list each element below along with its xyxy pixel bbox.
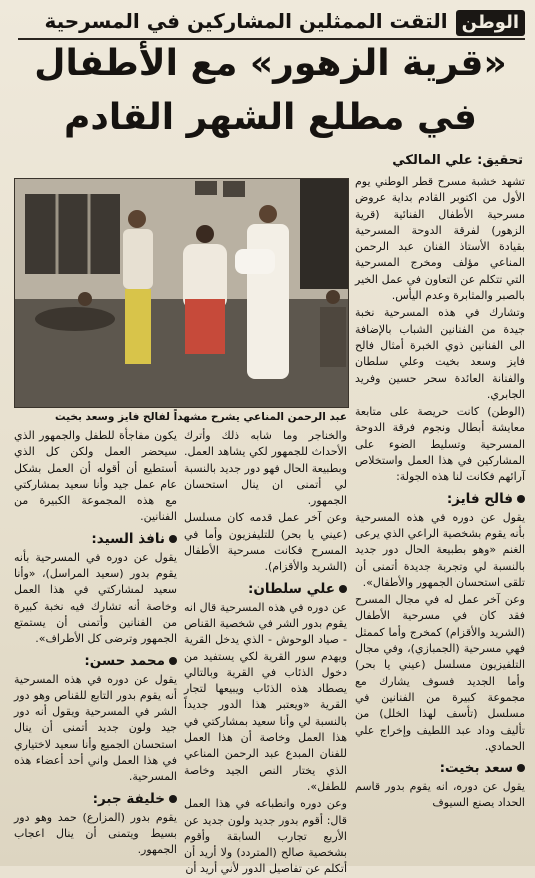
article-paragraph: يقول عن دوره، انه يقوم بدور قاسم الحداد يصنع السيوف [355,780,525,810]
article-paragraph: وعن آخر عمل له في مجال المسرح فقد كان في مسرحية الأطفال (الشريد والأقزام) كمخرج وأما كممثل فهي مسرحية (الجمبازي)، وفي مجال التلفيزيون مسلسل (عيني يا بحر) وأما الجديد فسوف يشارك مع مجموعة كبيرة من الفنانين في مسلسل (تأسف لهذا الخلل) من تأليف وداد عبد اللطيف وإخراج علي الحمادي. [355,593,525,753]
article-paragraph: عن دوره في هذه المسرحية قال انه يقوم بدور الشر في شخصية القناص - صياد الوحوش - الذي يدخل القرية ويهدم سور القرية لكي يستفيد من دخول الذئاب في القرية وبالتالي يصطاد هذه الذئاب ويبيعها لتجار القرية «ويعتبر هذا الدور جديداً بالنسبة لي وأنا سعيد بمشاركتي في هذا العمل وخاصة أن هذا العمل للفنان المبدع عبد الرحمن المناعي الذي يختار النص الجيد وخاصة للطفل». [184,600,347,793]
article-paragraph: وتشارك في هذه المسرحية نخبة جيدة من الفنانين الشباب بالإضافة الى الفنانين ذوي الخبرة أمثال فالح فايز وسعد بخيت وعلي سلطان والفنانة العائدة سحر حسين وفريد الجابري. [355,306,525,401]
article-paragraph: يقول عن دوره في هذه المسرحية أنه يقوم بدور التابع للقناص وهو دور الشر في المسرحية ويقول أنه دور جيد ولون جديد أتمنى أن ينال استحسان الجميع وأنا سعيد لاختياري في هذا العمل واني أحد أعضاء هذه المسرحية. [14,672,177,784]
article-paragraph: وعن دوره وانطباعه في هذا العمل قال: أقوم بدور جديد ولون جديد عن الأربع تجارب السابقة وأقوم بشخصية صالح (المتردد) ولا أريد أن أتكلم عن تفاصيل الدور لأني أريد أن [184,797,347,876]
bullet-icon [517,495,525,503]
article-paragraph: تشهد خشبة مسرح قطر الوطني يوم الأول من اكتوبر القادم بداية عروض مسرحية الأطفال الفنائية (قرية الزهور) لفرقة الدوحة المسرحية بقيادة الأستاذ الفنان عبد الرحمن المناعي مؤلف ومخرج المسرحية التي تتكلم عن التعاون في عمل الخير بالصبر والمثابرة وعدم اليأس. [355,175,525,303]
kicker-line [36,6,525,36]
interviewee-subheading [14,530,177,549]
interviewee-subheading [14,652,177,671]
byline: تحقيق: علي المالكي [392,153,523,168]
headline-line-2: في مطلع الشهر القادم [63,97,478,138]
article-paragraph: والخناجر وما شابه ذلك وأترك الأحداث للجمهور لكي يشاهد العمل. وبطبيعة الحال فهو دور جديد بالنسبة لي أتمنى ان ينال استحسان الجمهور. [184,429,347,508]
interviewee-subheading [355,490,525,509]
article-paragraph: يقول عن دوره في المسرحية بأنه يقوم بدور (سعيد المراسل)، «وأنا سعيد لمشاركتي في هذا العمل وخاصة أنه تشارك فيه نخبة كبيرة من الفنانين وأتمنى أن يستمتع الجمهور وترضى كل الأطراف». [14,550,177,646]
photo-illustration [15,179,348,407]
bullet-icon [169,795,177,803]
bullet-icon [517,764,525,772]
interviewee-subheading [14,790,177,809]
article-column-left [14,428,177,862]
top-rule [18,38,525,40]
subheading-text: نافذ السيد: [91,530,165,547]
subheading-text: فالح فايز: [446,490,513,507]
subheading-text: علي سلطان: [247,580,335,597]
article-paragraph: (الوطن) كانت حريصة على متابعة معايشة أبطال ونجوم فرقة الدوحة المسرحية وتسليط الضوء على المشاركين في هذا العمل واستخلاص آرائهم فكانت لنا هذه الجولة: [355,405,525,484]
subheading-text: خليفة جبر: [92,790,165,807]
article-paragraph: يقوم بدور (المزارع) حمد وهو دور بسيط ويتمنى أن ينال اعجاب الجمهور. [14,810,177,857]
interviewee-subheading [355,759,525,778]
bullet-icon [169,535,177,543]
article-paragraph: يكون مفاجأة للطفل والجمهور الذي سيحضر العمل ولكن كل الذي أستطيع أن أقوله أن العمل بشكل عام عمل جيد وأنا سعيد بمشاركتي مع هذه المجموعة الكبيرة من الفنانين. [14,429,177,524]
article-paragraph: وعن آخر عمل قدمه كان مسلسل (عيني يا بحر) للتليفزيون وأما في المسرح فكانت مسرحية الأطفال (الشريد والأقزام). [184,511,347,574]
headline-line-1: «قرية الزهور» مع الأطفال [34,43,507,84]
article-column-right [355,174,525,862]
interviewee-subheading [184,580,347,599]
article-column-middle [184,428,347,876]
bullet-icon [169,657,177,665]
subheading-text: محمد حسن: [84,652,165,669]
theatre-rehearsal-photo [14,178,349,408]
article-paragraph: يقول عن دوره في هذه المسرحية بأنه يقوم بشخصية الراعي الذي يرعى الغنم «وهو بطبيعة الحال دور جديد بالنسبة لي وتجربة جديدة أتمنى أن تلقى استحسان الجمهور والأطفال». [355,510,525,589]
photo-caption: عبد الرحمن المناعي يشرح مشهداً لفالح فايز وسعد بخيت [54,411,347,423]
bullet-icon [339,585,347,593]
newspaper-logo: الوطن [456,10,525,36]
subheading-text: سعد بخيت: [439,760,513,777]
kicker-text: التقت الممثلين المشاركين في المسرحية [44,9,448,33]
